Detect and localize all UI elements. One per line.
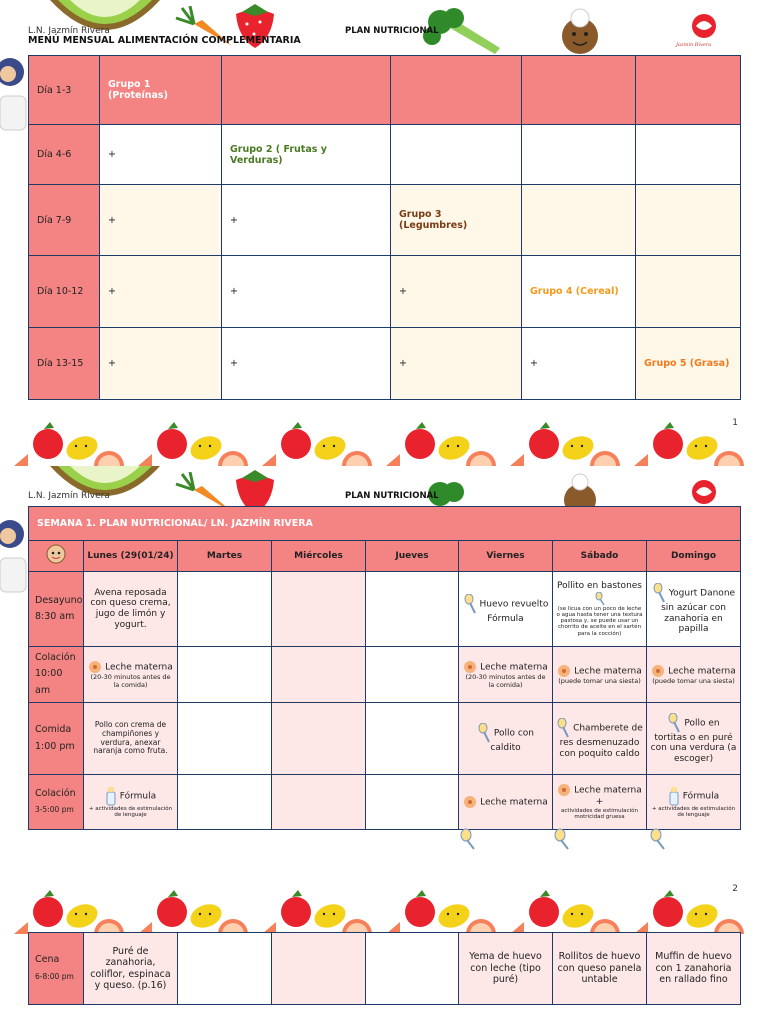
meal-note: (20-30 minutos antes de la comida)	[90, 673, 171, 689]
spoon-icon	[458, 828, 480, 850]
spoon-icon	[652, 583, 666, 603]
meal-note: (se licua con un poco de leche o agua hasta tener una textura pastosa y, se puede usar un chorrito de aceite en el sartén para la cocción)	[556, 605, 643, 637]
meal-label: Comida 1:00 pm	[29, 703, 84, 775]
breast-icon	[463, 660, 477, 674]
plan-label: PLAN NUTRICIONAL	[345, 26, 439, 36]
baby-chef-illustration	[555, 472, 605, 508]
meal-cell	[459, 572, 553, 647]
empty-cell	[272, 647, 366, 703]
table-row	[29, 775, 741, 830]
plus-cell: +	[100, 185, 222, 256]
fruit-group	[510, 422, 620, 466]
meal-cell: Muffin de huevo con 1 zanahoria en rallado fino	[647, 933, 741, 1005]
fruit-group	[510, 890, 620, 934]
meal-label-text: Cena	[35, 954, 60, 966]
meal-note: (20-30 minutos antes de la comida)	[465, 673, 546, 689]
page-2	[0, 466, 768, 886]
day-header: Sábado	[553, 541, 647, 572]
fruit-group	[138, 890, 248, 934]
day-label: Día 7-9	[29, 185, 100, 256]
meal-text: Fórmula	[119, 791, 157, 802]
weekly-plan-table	[28, 506, 741, 830]
plus-cell: +	[100, 256, 222, 328]
fruit-group	[634, 422, 744, 466]
day-header: Martes	[178, 541, 272, 572]
day-label: Día 1-3	[29, 56, 100, 125]
empty-cell	[178, 647, 272, 703]
meal-text: Chamberete de res desmenuzado con poquito caldo	[559, 723, 643, 759]
empty-cell	[178, 572, 272, 647]
meal-text: Leche materna	[105, 662, 173, 673]
fruit-group	[262, 422, 372, 466]
meal-cell	[647, 775, 741, 830]
empty-cell	[636, 256, 741, 328]
meal-note: + actividades de estimulación de lenguaje	[88, 805, 173, 818]
author-name: L.N. Jazmín Rivera	[28, 26, 110, 36]
empty-cell	[366, 703, 459, 775]
meal-note: (puede tomar una siesta)	[652, 676, 735, 685]
meal-cell: Avena reposada con queso crema, jugo de limón y yogurt.	[84, 572, 178, 647]
day-label: Día 13-15	[29, 328, 100, 400]
day-label: Día 10-12	[29, 256, 100, 328]
day-header: Viernes	[459, 541, 553, 572]
meal-label-text: Colación	[35, 787, 76, 799]
group-cell: Grupo 2 ( Frutas y Verduras)	[222, 125, 391, 185]
table-row	[29, 703, 741, 775]
empty-cell	[178, 775, 272, 830]
empty-cell	[178, 703, 272, 775]
meal-cell	[553, 572, 647, 647]
meal-cell	[553, 775, 647, 830]
table-row	[29, 572, 741, 647]
meal-label	[29, 775, 84, 830]
meal-cell	[459, 647, 553, 703]
empty-cell	[522, 185, 636, 256]
meal-text: Leche materna	[668, 666, 736, 677]
meal-label: Colación 10:00 am	[29, 647, 84, 703]
day-header: Miércoles	[272, 541, 366, 572]
breast-icon	[651, 664, 665, 678]
plus-cell: +	[222, 256, 391, 328]
empty-cell	[178, 933, 272, 1005]
meal-text: Fórmula	[487, 613, 524, 624]
meal-cell	[647, 703, 741, 775]
day-header-row	[29, 541, 741, 572]
spoon-icon	[594, 592, 606, 606]
banner-row	[29, 507, 741, 541]
bottle-icon	[105, 786, 117, 806]
page-1	[0, 0, 768, 466]
empty-cell	[366, 933, 459, 1005]
empty-cell	[366, 647, 459, 703]
spoon-icon	[648, 828, 670, 850]
breast-icon	[557, 783, 571, 797]
plus-cell: +	[100, 328, 222, 400]
empty-cell	[272, 572, 366, 647]
meal-cell	[553, 647, 647, 703]
group-cell: Grupo 4 (Cereal)	[522, 256, 636, 328]
table-row	[29, 256, 741, 328]
day-header: Jueves	[366, 541, 459, 572]
meal-cell: Pollo con crema de champiñones y verdura, anexar naranja como fruta.	[84, 703, 178, 775]
page-3	[0, 886, 768, 1024]
dinner-table	[28, 932, 741, 1005]
fruit-border-illustration	[14, 886, 754, 934]
meal-cell	[459, 703, 553, 775]
fruit-group	[14, 890, 124, 934]
meal-text: Pollo en tortitas o en puré con una verdura (a escoger)	[650, 718, 737, 764]
empty-cell	[222, 56, 391, 125]
table-row	[29, 185, 741, 256]
empty-cell	[272, 775, 366, 830]
fruit-group	[386, 890, 496, 934]
plus-cell: +	[391, 328, 522, 400]
author-name: L.N. Jazmín Rivera	[28, 491, 110, 501]
meal-cell	[553, 703, 647, 775]
day-header: Lunes (29(01/24)	[84, 541, 178, 572]
empty-cell	[636, 56, 741, 125]
fruit-group	[138, 422, 248, 466]
table-row	[29, 125, 741, 185]
meal-cell	[647, 647, 741, 703]
meal-text: Leche materna	[480, 662, 548, 673]
strawberry-illustration	[232, 468, 278, 508]
spoon-icon	[556, 718, 570, 738]
meal-text: Pollo con caldito	[490, 728, 534, 754]
baby-icon	[45, 543, 67, 565]
spoon-icon	[667, 713, 681, 733]
page-number: 1	[732, 418, 738, 428]
empty-cell	[391, 125, 522, 185]
fruit-border-illustration	[14, 418, 754, 466]
empty-cell	[272, 703, 366, 775]
breast-icon	[88, 660, 102, 674]
table-row	[29, 647, 741, 703]
baby-side-illustration	[0, 518, 28, 598]
logo-text: Jazmín Rivera	[676, 42, 712, 48]
plan-label: PLAN NUTRICIONAL	[345, 491, 439, 501]
table-row	[29, 933, 741, 1005]
baby-icon-cell	[29, 541, 84, 572]
plus-cell: +	[222, 328, 391, 400]
plus-cell: +	[100, 125, 222, 185]
breast-icon	[557, 664, 571, 678]
table-row	[29, 328, 741, 400]
week-banner: SEMANA 1. PLAN NUTRICIONAL/ LN. JAZMÍN RIVERA	[29, 507, 741, 541]
meal-note: + actividades de estimulación de lenguaje	[651, 805, 736, 818]
monthly-menu-table	[28, 55, 741, 400]
fruit-group	[14, 422, 124, 466]
meal-label: Desayuno 8:30 am	[29, 572, 84, 647]
empty-cell	[636, 125, 741, 185]
breast-icon	[463, 795, 477, 809]
document-title: MENÚ MENSUAL ALIMENTACIÓN COMPLEMENTARIA	[28, 35, 301, 46]
bottle-icon	[668, 786, 680, 806]
day-label: Día 4-6	[29, 125, 100, 185]
meal-note: actividades de estimulación motricidad gruesa	[561, 807, 638, 821]
meal-cell	[459, 775, 553, 830]
meal-text: Yogurt Danone sin azúcar con zanahoria en papilla	[661, 588, 736, 635]
meal-note: (puede tomar una siesta)	[558, 676, 641, 685]
meal-cell	[647, 572, 741, 647]
group-cell: Grupo 3 (Legumbres)	[391, 185, 522, 256]
baby-chef-illustration	[555, 6, 605, 56]
fruit-group	[262, 890, 372, 934]
baby-side-illustration	[0, 56, 28, 146]
plus-cell: +	[391, 256, 522, 328]
meal-time: 3-5:00 pm	[35, 805, 74, 814]
page-number: 2	[732, 884, 738, 894]
empty-cell	[522, 125, 636, 185]
meal-cell: Rollitos de huevo con queso panela untable	[553, 933, 647, 1005]
table-row	[29, 56, 741, 125]
empty-cell	[366, 775, 459, 830]
empty-cell	[366, 572, 459, 647]
spoon-icon	[463, 594, 477, 614]
group-cell: Grupo 5 (Grasa)	[636, 328, 741, 400]
meal-text: Leche materna +	[574, 785, 642, 808]
meal-cell: Yema de huevo con leche (tipo puré)	[459, 933, 553, 1005]
meal-cell	[84, 775, 178, 830]
meal-text: Leche materna	[480, 797, 548, 808]
meal-label	[29, 933, 84, 1005]
spoon-icon	[477, 723, 491, 743]
day-header: Domingo	[647, 541, 741, 572]
meal-cell: Puré de zanahoria, coliflor, espinaca y queso. (p.16)	[84, 933, 178, 1005]
meal-text: Pollito en bastones	[557, 580, 642, 591]
empty-cell	[272, 933, 366, 1005]
meal-text: Huevo revuelto	[479, 599, 549, 610]
meal-text: Fórmula	[682, 791, 720, 802]
empty-cell	[522, 56, 636, 125]
logo-icon	[686, 478, 722, 506]
meal-text: Leche materna	[574, 666, 642, 677]
fruit-group	[634, 890, 744, 934]
group-cell: Grupo 1 (Proteínas)	[100, 56, 222, 125]
meal-cell	[84, 647, 178, 703]
meal-time: 6-8:00 pm	[35, 971, 74, 981]
plus-cell: +	[222, 185, 391, 256]
empty-cell	[391, 56, 522, 125]
plus-cell: +	[522, 328, 636, 400]
empty-cell	[636, 185, 741, 256]
fruit-group	[386, 422, 496, 466]
spoon-icon	[552, 828, 574, 850]
